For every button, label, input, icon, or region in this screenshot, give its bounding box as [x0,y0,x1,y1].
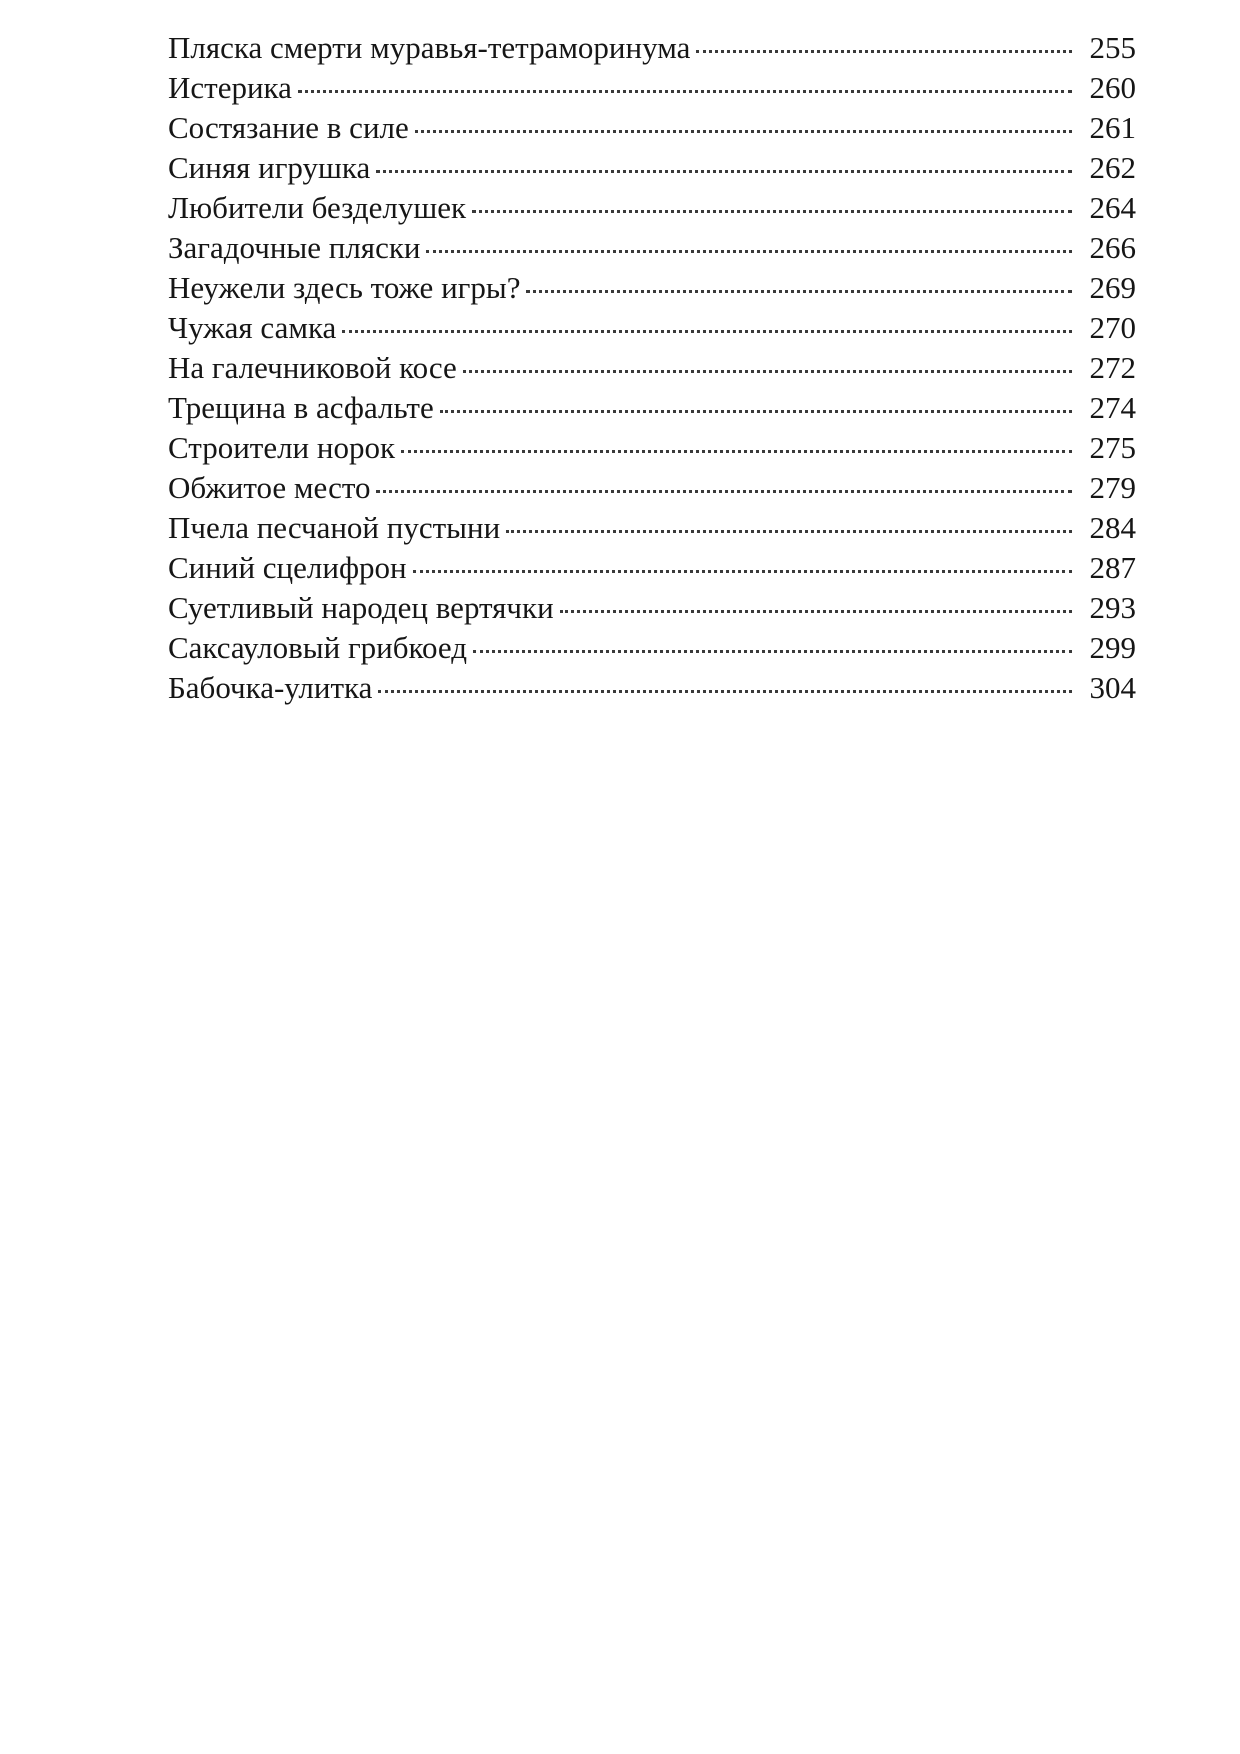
toc-entry-title: Пляска смерти муравья-тетраморинума [168,30,691,65]
toc-entry [168,548,1136,588]
toc-entry-page-number: 270 [1089,310,1136,345]
dot-leader [696,50,1072,53]
dot-leader [560,610,1072,613]
toc-entry-title: Саксауловый грибкоед [168,630,468,665]
toc-entry [168,388,1136,428]
dot-leader [473,650,1072,653]
toc-entry [168,628,1136,668]
toc-entry [168,188,1136,228]
table-of-contents [168,28,1136,708]
toc-entry-title: Обжитое место [168,470,371,505]
toc-entry [168,228,1136,268]
toc-entry-title: Чужая самка [168,310,337,345]
toc-entry-page-number: 284 [1089,510,1136,545]
dot-leader [463,370,1072,373]
toc-entry [168,428,1136,468]
toc-entry-page-number: 272 [1089,350,1136,385]
toc-entry-title: Синий сцелифрон [168,550,407,585]
toc-entry-page-number: 287 [1089,550,1136,585]
dot-leader [413,570,1072,573]
toc-entry-title: На галечниковой косе [168,350,457,385]
toc-entry [168,668,1136,708]
toc-entry-page-number: 255 [1089,30,1136,65]
dot-leader [376,490,1072,493]
toc-entry-title: Суетливый народец вертячки [168,590,554,625]
toc-entry-title: Любители безделушек [168,190,467,225]
dot-leader [401,450,1072,453]
toc-entry-page-number: 261 [1089,110,1136,145]
toc-entry [168,348,1136,388]
toc-entry [168,468,1136,508]
toc-entry-title: Бабочка-улитка [168,670,373,705]
toc-entry [168,508,1136,548]
toc-entry [168,268,1136,308]
dot-leader [440,410,1072,413]
toc-entry-title: Синяя игрушка [168,150,371,185]
dot-leader [472,210,1072,213]
dot-leader [342,330,1072,333]
toc-entry-page-number: 264 [1089,190,1136,225]
toc-entry-page-number: 299 [1089,630,1136,665]
toc-entry [168,148,1136,188]
toc-entry-page-number: 304 [1089,670,1136,705]
toc-entry-page-number: 279 [1089,470,1136,505]
dot-leader [378,690,1072,693]
toc-entry-page-number: 269 [1089,270,1136,305]
toc-entry-title: Трещина в асфальте [168,390,434,425]
toc-entry-title: Истерика [168,70,292,105]
toc-entry-title: Пчела песчаной пустыни [168,510,501,545]
toc-entry [168,68,1136,108]
toc-entry-page-number: 274 [1089,390,1136,425]
toc-entry-title: Строители норок [168,430,396,465]
toc-entry-title: Неужели здесь тоже игры? [168,270,521,305]
toc-entry-title: Загадочные пляски [168,230,421,265]
dot-leader [526,290,1072,293]
dot-leader [426,250,1072,253]
toc-entry-page-number: 262 [1089,150,1136,185]
toc-entry-title: Состязание в силе [168,110,409,145]
dot-leader [506,530,1072,533]
toc-entry-page-number: 275 [1089,430,1136,465]
dot-leader [298,90,1072,93]
toc-entry-page-number: 260 [1089,70,1136,105]
dot-leader [415,130,1072,133]
toc-entry-page-number: 266 [1089,230,1136,265]
toc-entry [168,588,1136,628]
toc-entry-page-number: 293 [1089,590,1136,625]
toc-entry [168,108,1136,148]
dot-leader [376,170,1072,173]
toc-entry [168,28,1136,68]
toc-entry [168,308,1136,348]
